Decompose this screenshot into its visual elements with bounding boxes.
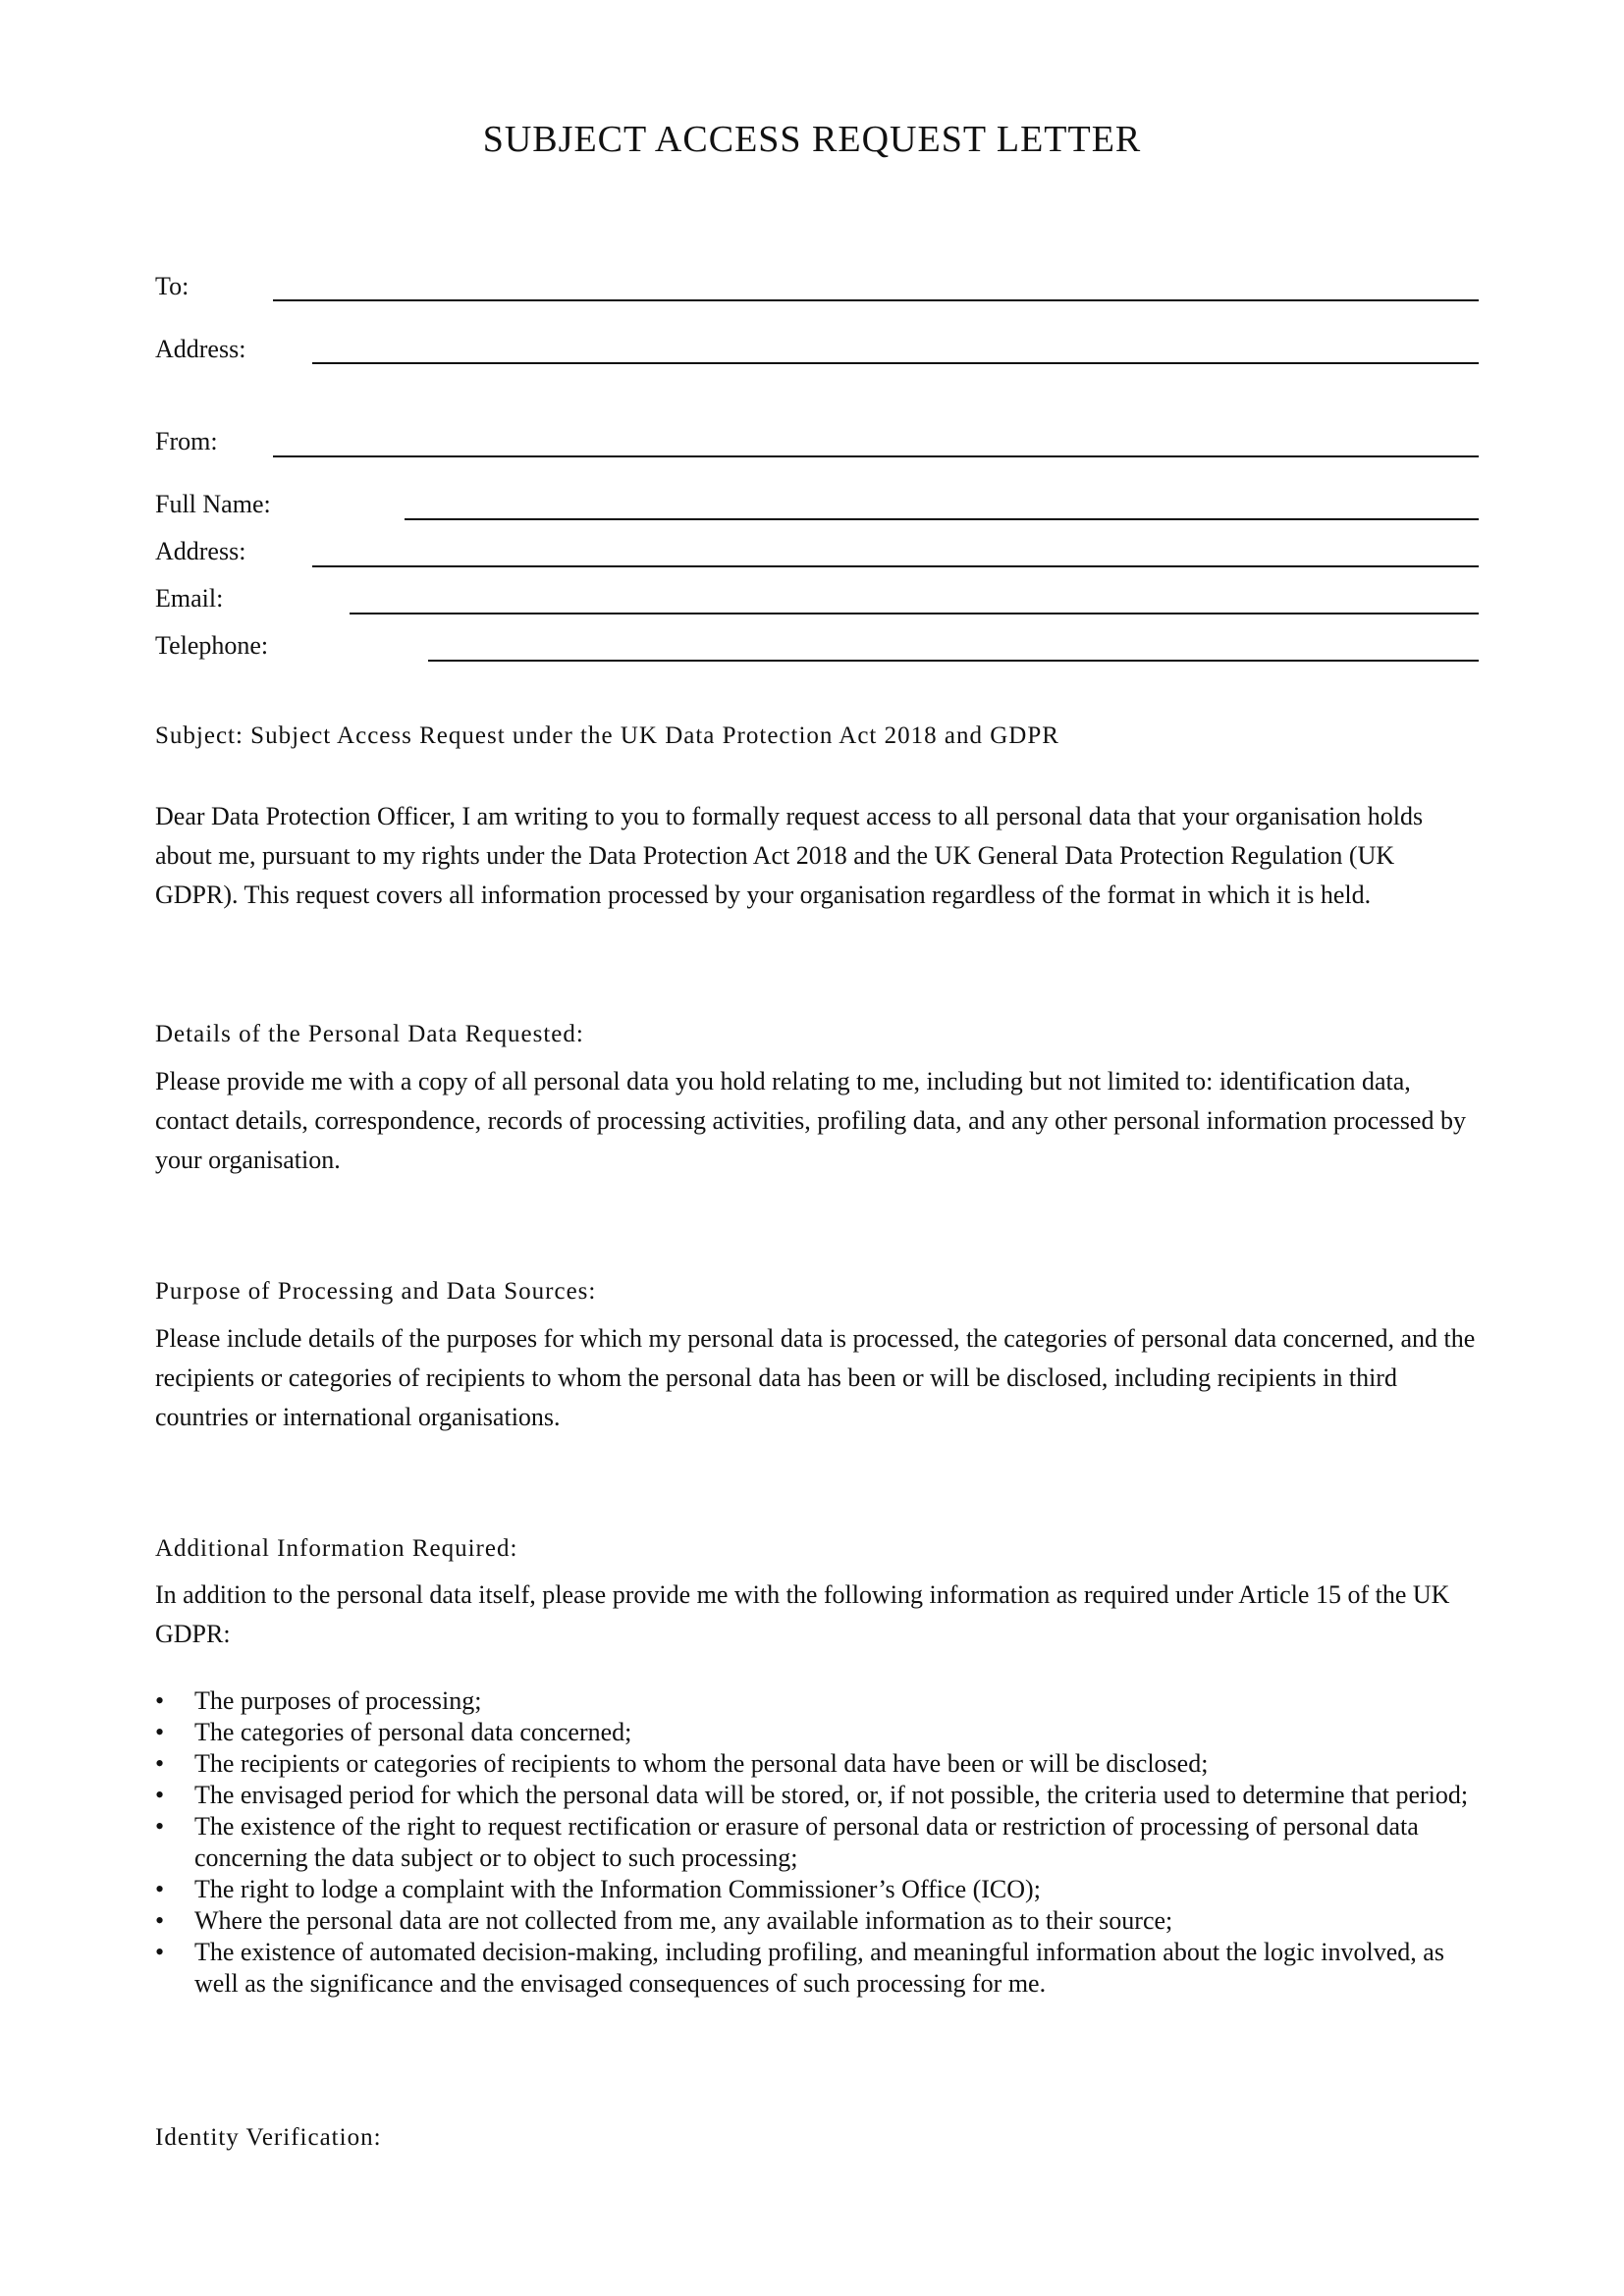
to-input-line[interactable] — [273, 299, 1479, 301]
recipient-address-label: Address: — [155, 335, 246, 363]
document-title: SUBJECT ACCESS REQUEST LETTER — [482, 119, 1142, 160]
bullet-icon: • — [155, 1875, 165, 1903]
section-heading-personal-data: Details of the Personal Data Requested: — [155, 1021, 584, 1047]
subject-line: Subject: Subject Access Request under the UK Data Protection Act 2018 and GDPR — [155, 722, 1059, 749]
bullet-icon: • — [155, 1686, 165, 1715]
section-body-purpose: Please include details of the purposes for which my personal data is processed, the categories of personal data concerned, and the recipients or categories of recipients to whom the personal data has been or will be disclosed, including recipients in third countries or international organisations. — [155, 1324, 1476, 1431]
list-item — [155, 1937, 1481, 2000]
bullet-text: The existence of automated decision-making, including profiling, and meaningful information about the logic involved, as well as the significance and the envisaged consequences of such processing for me. — [194, 1938, 1444, 1998]
bullet-icon: • — [155, 1938, 165, 1966]
section-heading-identity-verification: Identity Verification: — [155, 2124, 382, 2151]
list-item — [155, 1748, 1481, 1780]
bullet-text: The right to lodge a complaint with the Information Commissioner’s Office (ICO); — [194, 1875, 1041, 1903]
bullet-text: The envisaged period for which the personal data will be stored, or, if not possible, the criteria used to determine that period; — [194, 1781, 1469, 1809]
section-heading-purpose: Purpose of Processing and Data Sources: — [155, 1278, 597, 1305]
bullet-icon: • — [155, 1906, 165, 1935]
article-15-bullet-list — [155, 1685, 1481, 2000]
bullet-text: The purposes of processing; — [194, 1686, 482, 1715]
telephone-label: Telephone: — [155, 631, 269, 660]
recipient-address-input-line[interactable] — [312, 362, 1479, 364]
bullet-text: The recipients or categories of recipients to whom the personal data have been or will be disclosed; — [194, 1749, 1209, 1778]
bullet-icon: • — [155, 1781, 165, 1809]
email-label: Email: — [155, 584, 224, 613]
from-label: From: — [155, 427, 218, 455]
to-label: To: — [155, 272, 189, 300]
email-input-line[interactable] — [350, 613, 1479, 614]
full-name-label: Full Name: — [155, 490, 271, 518]
section-body-personal-data: Please provide me with a copy of all personal data you hold relating to me, including but not limited to: identification data, contact details, correspondence, records of processing activities, profiling data, and any other personal information processed by your organisation. — [155, 1067, 1466, 1174]
bullet-icon: • — [155, 1718, 165, 1746]
bullet-icon: • — [155, 1749, 165, 1778]
bullet-text: Where the personal data are not collected from me, any available information as to their source; — [194, 1906, 1173, 1935]
from-input-line[interactable] — [273, 455, 1479, 457]
list-item — [155, 1780, 1481, 1811]
list-item — [155, 1811, 1481, 1874]
sender-address-label: Address: — [155, 537, 246, 565]
full-name-input-line[interactable] — [405, 518, 1479, 520]
section-body-additional-info: In addition to the personal data itself, please provide me with the following information as required under Article 15 of the UK GDPR: — [155, 1580, 1450, 1648]
sender-address-input-line[interactable] — [312, 565, 1479, 567]
telephone-input-line[interactable] — [428, 660, 1479, 662]
list-item — [155, 1685, 1481, 1717]
bullet-text: The categories of personal data concerned; — [194, 1718, 632, 1746]
bullet-text: The existence of the right to request rectification or erasure of personal data or restriction of processing of personal data concerning the data subject or to object to such processing; — [194, 1812, 1419, 1872]
bullet-icon: • — [155, 1812, 165, 1841]
list-item — [155, 1717, 1481, 1748]
list-item — [155, 1905, 1481, 1937]
intro-paragraph: Dear Data Protection Officer, I am writing to you to formally request access to all personal data that your organisation holds about me, pursuant to my rights under the Data Protection Act 2018 and the UK General Data Protection Regulation (UK GDPR). This request covers all information processed by your organisation regardless of the format in which it is held. — [155, 802, 1424, 909]
list-item — [155, 1874, 1481, 1905]
section-heading-additional-info: Additional Information Required: — [155, 1535, 518, 1562]
